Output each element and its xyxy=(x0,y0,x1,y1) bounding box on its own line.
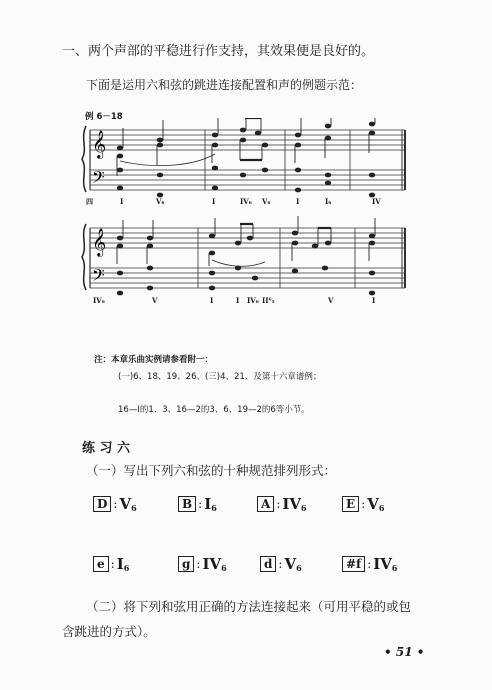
key-box: #f xyxy=(342,556,365,572)
roman-numeral-label: II⁶₅ xyxy=(262,296,275,305)
exercise-question-2: （二）将下列和弦用正确的方法连接起来（可用平稳的或包 xyxy=(86,599,412,614)
roman-numeral-label: I xyxy=(296,197,300,206)
roman-numeral-label: IV₆ xyxy=(240,197,252,206)
roman-numeral-label: I xyxy=(372,296,376,305)
treble-clef-icon: 𝄞 xyxy=(92,130,107,158)
roman-numeral-label: I xyxy=(120,197,124,206)
exercise-item: B : $I_6$ xyxy=(178,495,217,513)
chord-symbol: $V_6$ xyxy=(367,495,385,513)
exercise-item: d : $V_6$ xyxy=(260,555,302,573)
roman-numeral-label: IV₆ xyxy=(247,296,259,305)
roman-numeral-label: I₆ xyxy=(325,197,332,206)
key-box: g xyxy=(178,556,194,572)
roman-numeral-label: V₆ xyxy=(156,197,165,206)
roman-numeral-label: V xyxy=(152,296,158,305)
bass-clef-icon: 𝄢 xyxy=(92,265,105,289)
chord-symbol: $V_6$ xyxy=(284,555,302,573)
footnote-line: (一)6、18、19、26、(三)4、21、及第十六章谱例； xyxy=(118,372,322,382)
intro-sentence: 下面是运用六和弦的跳进连接配置和声的例题示范： xyxy=(86,78,363,92)
key-box: A xyxy=(257,496,274,512)
exercise-item: A : $IV_6$ xyxy=(257,495,307,513)
chord-symbol: $IV_6$ xyxy=(202,555,227,573)
roman-numeral-label: I xyxy=(210,296,214,305)
key-box: e xyxy=(93,556,109,572)
exercise-item: E : $V_6$ xyxy=(342,495,384,513)
key-box: B xyxy=(178,496,196,512)
key-box: D xyxy=(93,496,111,512)
footnote-line: 16—I的1、3、16—2的3、6、19—2的6等小节。 xyxy=(118,405,310,415)
roman-numeral-label: V xyxy=(328,296,334,305)
chord-symbol: $I_6$ xyxy=(204,495,217,513)
roman-numeral-label: IV₆ xyxy=(93,296,105,305)
section-heading: 一、两个声部的平稳进行作支持，其效果便是良好的。 xyxy=(62,44,375,59)
bass-clef-icon: 𝄢 xyxy=(92,167,105,191)
key-box: E xyxy=(342,496,359,512)
exercise-question-2-cont: 含跳进的方式）。 xyxy=(62,624,156,639)
chord-symbol: $IV_6$ xyxy=(373,555,398,573)
roman-numeral-marker: 四 xyxy=(86,197,93,206)
page-number: • 51 • xyxy=(384,645,425,659)
exercise-title: 练 习 六 xyxy=(82,441,131,456)
chord-symbol: $V_6$ xyxy=(119,495,137,513)
exercise-question-1: （一）写出下列六和弦的十种规范排列形式： xyxy=(86,463,337,478)
exercise-item: D : $V_6$ xyxy=(93,495,137,513)
exercise-item: #f : $IV_6$ xyxy=(342,555,398,573)
chord-symbol: $IV_6$ xyxy=(282,495,307,513)
example-label: 例 6－18 xyxy=(85,112,123,122)
music-score-system-2 xyxy=(80,216,410,298)
exercise-item: g : $IV_6$ xyxy=(178,555,227,573)
chord-symbol: $I_6$ xyxy=(116,555,130,573)
exercise-item: e : $I_6$ xyxy=(93,555,129,573)
roman-numeral-label: I xyxy=(236,296,240,305)
music-score-system-1 xyxy=(80,118,410,200)
footnote-line: 注：本章乐曲实例请参看附一： xyxy=(94,355,214,365)
roman-numeral-label: I xyxy=(212,197,216,206)
roman-numeral-label: IV xyxy=(372,197,381,206)
roman-numeral-label: V₆ xyxy=(262,197,271,206)
treble-clef-icon: 𝄞 xyxy=(92,228,107,256)
key-box: d xyxy=(260,556,276,572)
